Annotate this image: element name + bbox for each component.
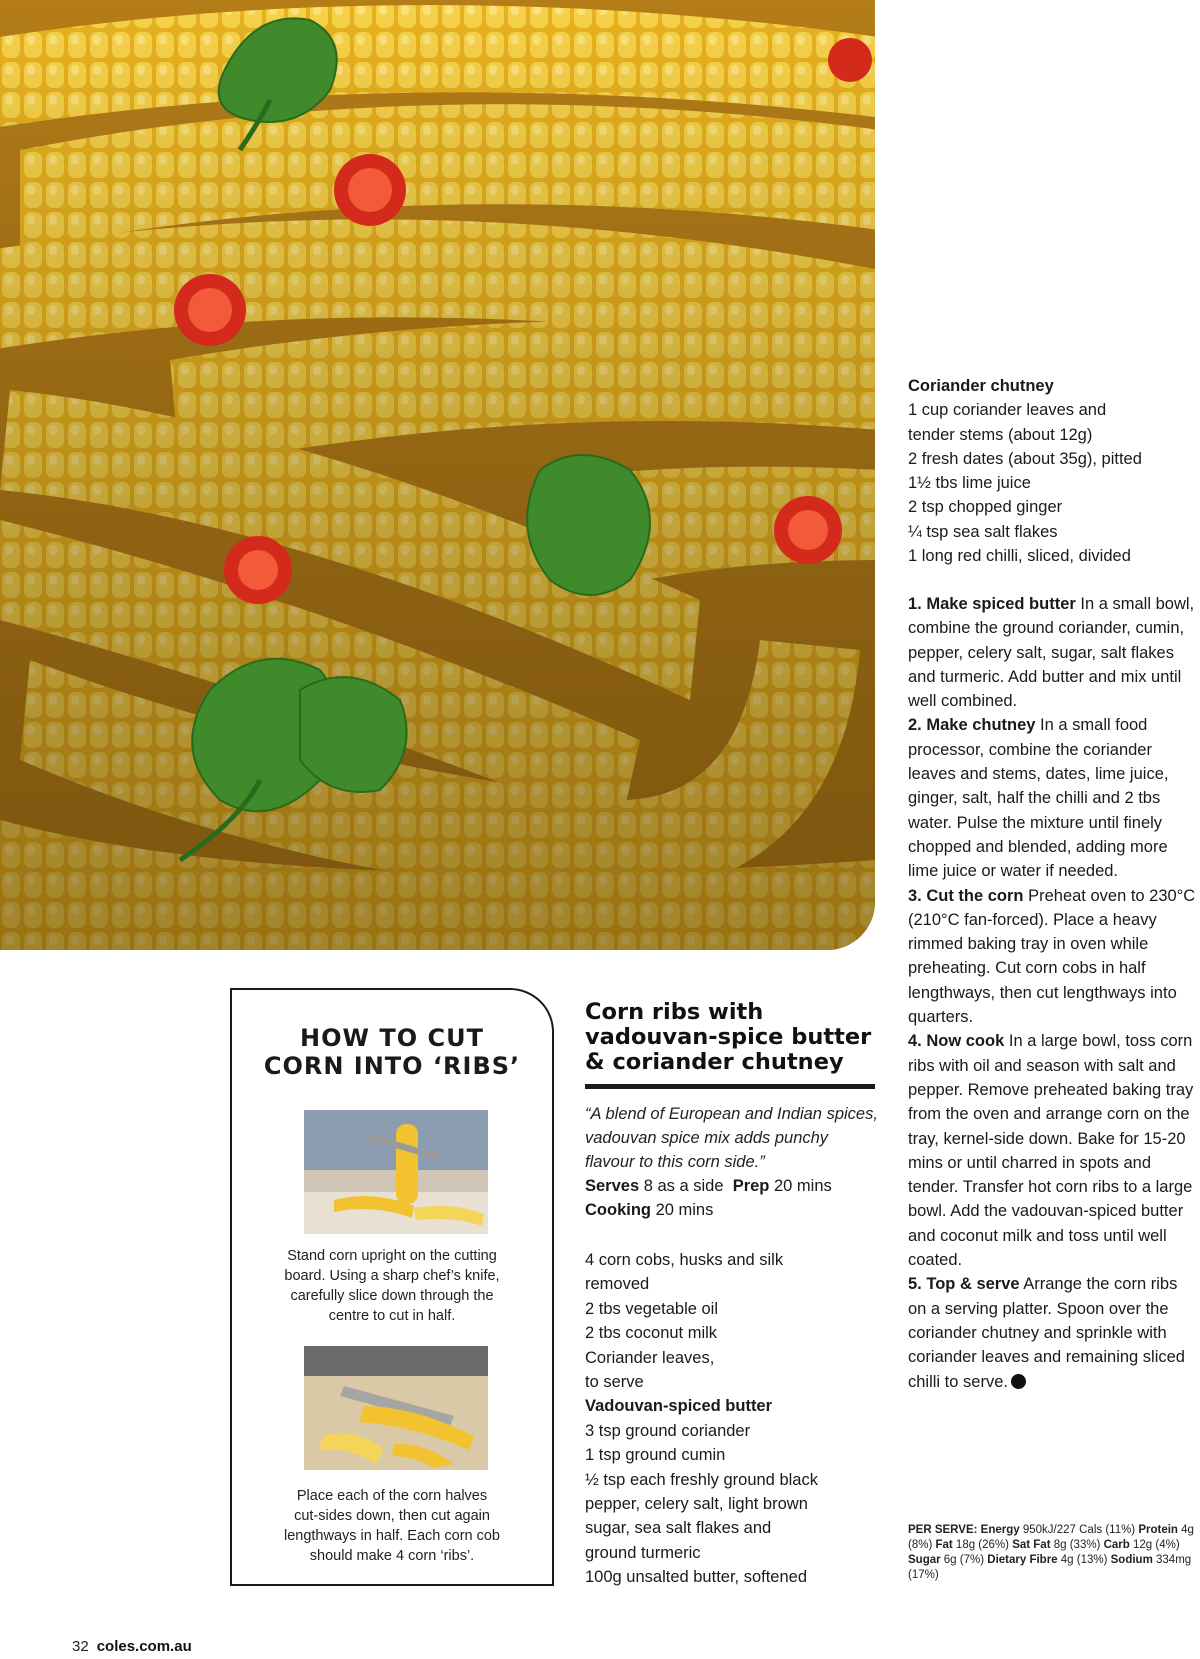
chutney-ingredient-item: 2 tsp chopped ginger	[908, 498, 1063, 517]
fat-value: 18g (26%)	[952, 1539, 1013, 1551]
serves-label: Serves	[585, 1177, 640, 1195]
butter-heading: Vadouvan-spiced butter	[585, 1397, 773, 1416]
method-step-2	[908, 713, 1200, 883]
fibre-value: 4g (13%)	[1057, 1554, 1111, 1566]
method-step-text: Preheat oven to 230°C (210°C fan-forced). Place a heavy rimmed baking tray in oven while preheating. Cut corn cobs in half lengthways, then cut lengthways into quarters.	[908, 886, 1196, 1027]
protein-value: 4g (8%)	[908, 1524, 1194, 1551]
carb-value: 12g (4%)	[1129, 1539, 1180, 1551]
method-step-text: In a small bowl, combine the ground coriander, cumin, pepper, celery salt, sugar, salt flakes and turmeric. Add butter and mix until well combined.	[908, 595, 1195, 711]
page-footer	[72, 1638, 192, 1656]
corn-ribs-illustration	[0, 0, 875, 950]
nutrition-info	[908, 1523, 1198, 1583]
method-step-text: Arrange the corn ribs on a serving platter. Spoon over the coriander chutney and sprinkle with coriander leaves and remaining sliced chilli to serve.	[908, 1275, 1185, 1391]
per-serve-label: PER SERVE:	[908, 1524, 978, 1536]
sat-fat-value: 8g (33%)	[1050, 1539, 1104, 1551]
chutney-ingredient-item: 2 fresh dates (about 35g), pitted	[908, 449, 1142, 468]
page-number: 32	[72, 1638, 89, 1655]
method-step-1	[908, 592, 1200, 713]
ingredient-list	[585, 1248, 885, 1590]
ingredient-item: 2 tbs vegetable oil	[585, 1299, 719, 1318]
serves-value: 8 as a side	[639, 1177, 733, 1195]
method-step-heading: 3. Cut the corn	[908, 886, 1024, 905]
sugar-value: 6g (7%)	[940, 1554, 988, 1566]
recipe-title: Corn ribs with vadouvan-spice butter & coriander chutney	[585, 999, 872, 1075]
energy-label: Energy	[980, 1524, 1020, 1536]
energy-value: 950kJ/227 Cals (11%)	[1019, 1524, 1139, 1536]
method-step-heading: 2. Make chutney	[908, 716, 1036, 735]
prep-label: Prep	[732, 1177, 770, 1195]
method-step-heading: 4. Now cook	[908, 1032, 1005, 1051]
sodium-value: 334mg (17%)	[908, 1554, 1192, 1581]
recipe-intro-quote: “A blend of European and Indian spices, vadouvan spice mix adds punchy flavour to this corn side.”	[585, 1105, 878, 1171]
cooking-line	[585, 1198, 885, 1222]
butter-ingredient-item: ½ tsp each freshly ground black pepper, celery salt, light brown sugar, sea salt flakes and ground turmeric	[585, 1470, 818, 1562]
prep-value: 20 mins	[769, 1177, 832, 1195]
chutney-ingredient-item: 1 long red chilli, sliced, divided	[908, 547, 1131, 566]
cutting-corn-halves-image	[304, 1346, 488, 1470]
how-to-step-2-text: Place each of the corn halves cut-sides down, then cut again lengthways in half. Each corn cob should make 4 corn ‘ribs’.	[283, 1488, 500, 1564]
sugar-label: Sugar	[908, 1554, 941, 1566]
chutney-ingredient-item: 1 cup coriander leaves and tender stems (about 12g)	[908, 401, 1107, 444]
method-step-heading: 1. Make spiced butter	[908, 595, 1076, 613]
cooking-label: Cooking	[585, 1201, 651, 1219]
method-step-heading: 5. Top & serve	[908, 1275, 1020, 1294]
chutney-ingredient-item: ¼ tsp sea salt flakes	[908, 522, 1058, 541]
method-step-3	[908, 884, 1200, 1030]
butter-ingredient-item: 1 tsp ground cumin	[585, 1446, 726, 1465]
sat-fat-label: Sat Fat	[1012, 1539, 1051, 1551]
fat-label: Fat	[935, 1539, 953, 1551]
method-step-text: In a small food processor, combine the coriander leaves and stems, dates, lime juice, ginger, salt, half the chilli and 2 tbs water. Pulse the mixture until finely chopped and blended, adding more lime juice or water if needed.	[908, 716, 1169, 881]
how-to-photo-step-1	[304, 1110, 488, 1234]
hero-photo-corn-ribs	[0, 0, 875, 950]
protein-label: Protein	[1138, 1524, 1178, 1536]
how-to-step-1-text: Stand corn upright on the cutting board. Using a sharp chef’s knife, carefully slice down through the centre to cut in half.	[284, 1248, 500, 1324]
how-to-photo-step-2	[304, 1346, 488, 1470]
method-steps	[908, 592, 1200, 1394]
site-link[interactable]: coles.com.au	[96, 1638, 192, 1655]
cooking-value: 20 mins	[651, 1201, 714, 1219]
chutney-ingredients	[908, 374, 1200, 568]
serves-prep-line	[585, 1174, 885, 1198]
sodium-label: Sodium	[1110, 1554, 1153, 1566]
method-step-4	[908, 1029, 1200, 1272]
how-to-cut-box	[230, 988, 554, 1586]
cutting-corn-upright-image	[304, 1110, 488, 1234]
ingredient-item: 4 corn cobs, husks and silk removed	[585, 1251, 784, 1294]
end-of-recipe-dot-icon	[1011, 1374, 1026, 1389]
ingredient-item: 2 tbs coconut milk	[585, 1324, 718, 1343]
method-step-5	[908, 1272, 1200, 1393]
fibre-label: Dietary Fibre	[987, 1554, 1058, 1566]
ingredient-item: Coriander leaves, to serve	[585, 1348, 715, 1392]
how-to-title: HOW TO CUT CORN INTO ‘RIBS’	[263, 1024, 521, 1080]
chutney-heading: Coriander chutney	[908, 377, 1054, 395]
method-step-text: In a large bowl, toss corn ribs with oil and season with salt and pepper. Remove preheated baking tray from the oven and arrange corn on the tray, kernel-side down. Bake for 15-20 mins or until charred in spots and tender. Transfer hot corn ribs to a large bowl. Add the vadouvan-spiced butter and coconut milk and toss until well coated.	[908, 1032, 1194, 1270]
butter-ingredient-item: 3 tsp ground coriander	[585, 1421, 751, 1440]
carb-label: Carb	[1103, 1539, 1130, 1551]
butter-ingredient-item: 100g unsalted butter, softened	[585, 1568, 808, 1587]
title-divider	[585, 1084, 875, 1089]
chutney-ingredient-item: 1½ tbs lime juice	[908, 474, 1031, 493]
